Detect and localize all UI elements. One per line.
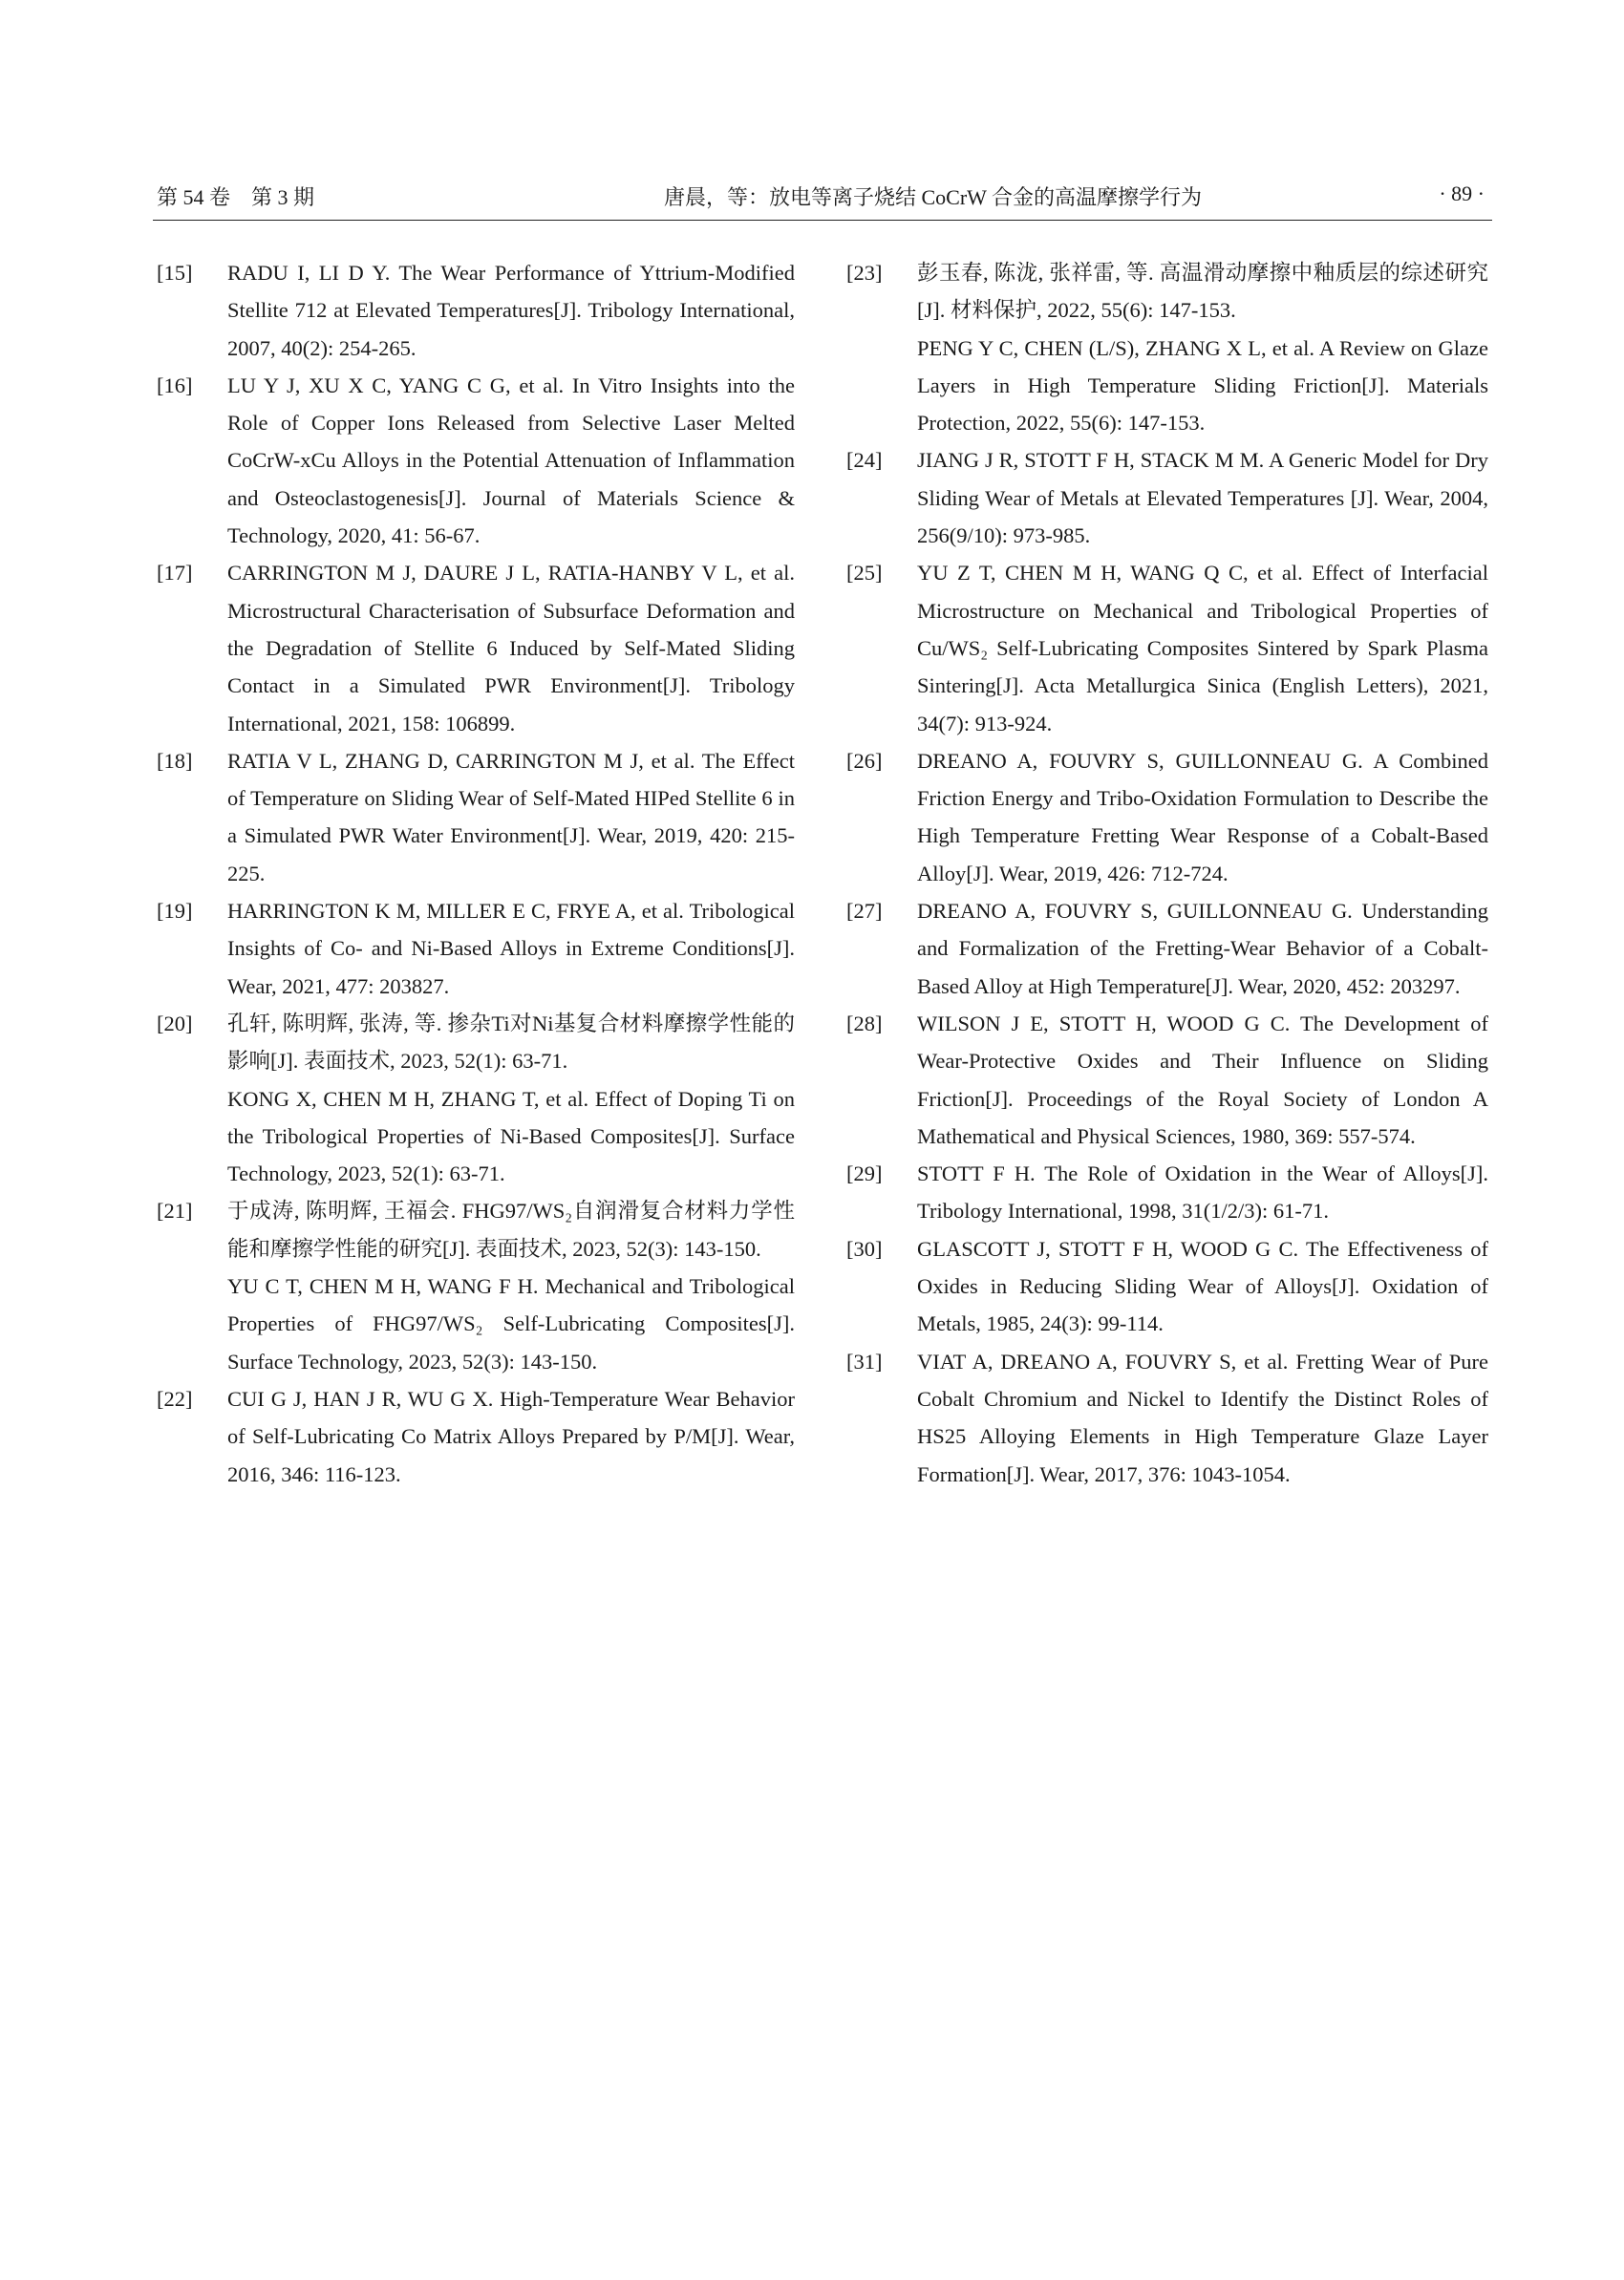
reference-text: CARRINGTON M J, DAURE J L, RATIA-HANBY V L, et al. Microstructural Characterisation of Subsurface Deformation and the Degradation of Stellite 6 Induced by Self-Mated Sliding Contact in a Simulated PWR Environment[J]. Tribology International, 2021, 158: 106899. bbox=[227, 561, 795, 735]
reference-entry bbox=[846, 441, 1488, 554]
reference-number: [28] bbox=[846, 1011, 883, 1035]
reference-entry bbox=[846, 1230, 1488, 1343]
reference-entry bbox=[846, 1155, 1488, 1230]
reference-text: 于成涛, 陈明辉, 王福会. FHG97/WS₂自润滑复合材料力学性能和摩擦学性能的研究[J]. 表面技术, 2023, 52(3): 143-150. bbox=[227, 1199, 795, 1261]
reference-entry bbox=[157, 892, 795, 1005]
reference-number: [18] bbox=[157, 748, 193, 773]
reference-number: [25] bbox=[846, 561, 883, 586]
reference-text: STOTT F H. The Role of Oxidation in the Wear of Alloys[J]. Tribology International, 1998, 31(1/2/3): 61-71. bbox=[917, 1161, 1488, 1224]
reference-number: [21] bbox=[157, 1199, 193, 1224]
reference-entry bbox=[157, 1005, 795, 1192]
reference-number: [29] bbox=[846, 1161, 883, 1186]
reference-number: [31] bbox=[846, 1349, 883, 1374]
reference-entry bbox=[846, 1005, 1488, 1155]
reference-number: [16] bbox=[157, 373, 193, 397]
reference-entry bbox=[846, 742, 1488, 892]
reference-text: GLASCOTT J, STOTT F H, WOOD G C. The Effectiveness of Oxides in Reducing Sliding Wear of Alloys[J]. Oxidation of Metals, 1985, 24(3): 99-114. bbox=[917, 1236, 1488, 1336]
reference-text: YU Z T, CHEN M H, WANG Q C, et al. Effect of Interfacial Microstructure on Mechanical and Tribological Properties of Cu/WS₂ Self-Lubricating Composites Sintered by Spark Plasma Sintering[J]. Acta Metallurgica Sinica (English Letters), 2021, 34(7): 913-924. bbox=[917, 561, 1488, 735]
reference-entry bbox=[157, 554, 795, 741]
reference-text: LU Y J, XU X C, YANG C G, et al. In Vitro Insights into the Role of Copper Ions Released from Selective Laser Melted CoCrW-xCu Alloys in the Potential Attenuation of Inflammation and Osteoclastogenesis[J]. Journal of Materials Science & Technology, 2020, 41: 56-67. bbox=[227, 373, 795, 548]
reference-text: 孔轩, 陈明辉, 张涛, 等. 掺杂Ti对Ni基复合材料摩擦学性能的影响[J]. 表面技术, 2023, 52(1): 63-71. bbox=[227, 1011, 795, 1074]
reference-number: [24] bbox=[846, 448, 883, 473]
reference-text: YU C T, CHEN M H, WANG F H. Mechanical and Tribological Properties of FHG97/WS₂ Self-Lubricating Composites[J]. Surface Technology, 2023, 52(3): 143-150. bbox=[227, 1274, 795, 1374]
reference-entry bbox=[157, 1380, 795, 1493]
reference-number: [22] bbox=[157, 1386, 193, 1411]
reference-entry bbox=[846, 892, 1488, 1005]
journal-volume-issue: 第 54 卷 第 3 期 bbox=[157, 185, 315, 209]
reference-number: [26] bbox=[846, 748, 883, 773]
reference-entry bbox=[846, 254, 1488, 441]
reference-text: JIANG J R, STOTT F H, STACK M M. A Generic Model for Dry Sliding Wear of Metals at Elevated Temperatures [J]. Wear, 2004, 256(9/10): 973-985. bbox=[917, 448, 1488, 548]
reference-text: RADU I, LI D Y. The Wear Performance of Yttrium-Modified Stellite 712 at Elevated Temperatures[J]. Tribology International, 2007, 40(2): 254-265. bbox=[227, 261, 795, 360]
reference-number: [27] bbox=[846, 899, 883, 924]
reference-entry bbox=[157, 367, 795, 554]
reference-entry bbox=[846, 1343, 1488, 1493]
reference-number: [23] bbox=[846, 261, 883, 285]
reference-entry bbox=[157, 254, 795, 367]
reference-column-left bbox=[157, 254, 795, 1493]
reference-text: WILSON J E, STOTT H, WOOD G C. The Development of Wear-Protective Oxides and Their Influence on Sliding Friction[J]. Proceedings of the Royal Society of London A Mathematical and Physical Sciences, 1980, 369: 557-574. bbox=[917, 1011, 1488, 1148]
reference-text: DREANO A, FOUVRY S, GUILLONNEAU G. A Combined Friction Energy and Tribo-Oxidation Formulation to Describe the High Temperature Fretting Wear Response of a Cobalt-Based Alloy[J]. Wear, 2019, 426: 712-724. bbox=[917, 748, 1488, 885]
reference-text: PENG Y C, CHEN (L/S), ZHANG X L, et al. A Review on Glaze Layers in High Temperature Sliding Friction[J]. Materials Protection, 2022, 55(6): 147-153. bbox=[917, 335, 1488, 436]
reference-number: [19] bbox=[157, 899, 193, 924]
running-title: 唐晨，等：放电等离子烧结 CoCrW 合金的高温摩擦学行为 bbox=[664, 185, 1203, 209]
reference-column-right bbox=[846, 254, 1488, 1493]
reference-text: HARRINGTON K M, MILLER E C, FRYE A, et al. Tribological Insights of Co- and Ni-Based Alloys in Extreme Conditions[J]. Wear, 2021, 477: 203827. bbox=[227, 899, 795, 998]
reference-entry bbox=[157, 1192, 795, 1379]
reference-text: CUI G J, HAN J R, WU G X. High-Temperature Wear Behavior of Self-Lubricating Co Matrix Alloys Prepared by P/M[J]. Wear, 2016, 346: 116-123. bbox=[227, 1386, 795, 1486]
page-header bbox=[153, 178, 1492, 221]
reference-entry bbox=[157, 742, 795, 892]
reference-text: VIAT A, DREANO A, FOUVRY S, et al. Fretting Wear of Pure Cobalt Chromium and Nickel to Identify the Distinct Roles of HS25 Alloying Elements in High Temperature Glaze Layer Formation[J]. Wear, 2017, 376: 1043-1054. bbox=[917, 1349, 1488, 1486]
reference-text: KONG X, CHEN M H, ZHANG T, et al. Effect of Doping Ti on the Tribological Properties of Ni-Based Composites[J]. Surface Technology, 2023, 52(1): 63-71. bbox=[227, 1086, 795, 1186]
reference-number: [17] bbox=[157, 561, 193, 586]
reference-number: [30] bbox=[846, 1236, 883, 1261]
reference-text: DREANO A, FOUVRY S, GUILLONNEAU G. Understanding and Formalization of the Fretting-Wear Behavior of a Cobalt-Based Alloy at High Temperature[J]. Wear, 2020, 452: 203297. bbox=[917, 899, 1488, 998]
reference-number: [15] bbox=[157, 261, 193, 285]
reference-text: RATIA V L, ZHANG D, CARRINGTON M J, et al. The Effect of Temperature on Sliding Wear of Self-Mated HIPed Stellite 6 in a Simulated PWR Water Environment[J]. Wear, 2019, 420: 215-225. bbox=[227, 748, 795, 885]
page-number: · 89 · bbox=[1439, 181, 1485, 205]
reference-entry bbox=[846, 554, 1488, 741]
reference-number: [20] bbox=[157, 1011, 193, 1035]
reference-text: 彭玉春, 陈泷, 张祥雷, 等. 高温滑动摩擦中釉质层的综述研究[J]. 材料保护, 2022, 55(6): 147-153. bbox=[917, 261, 1488, 323]
